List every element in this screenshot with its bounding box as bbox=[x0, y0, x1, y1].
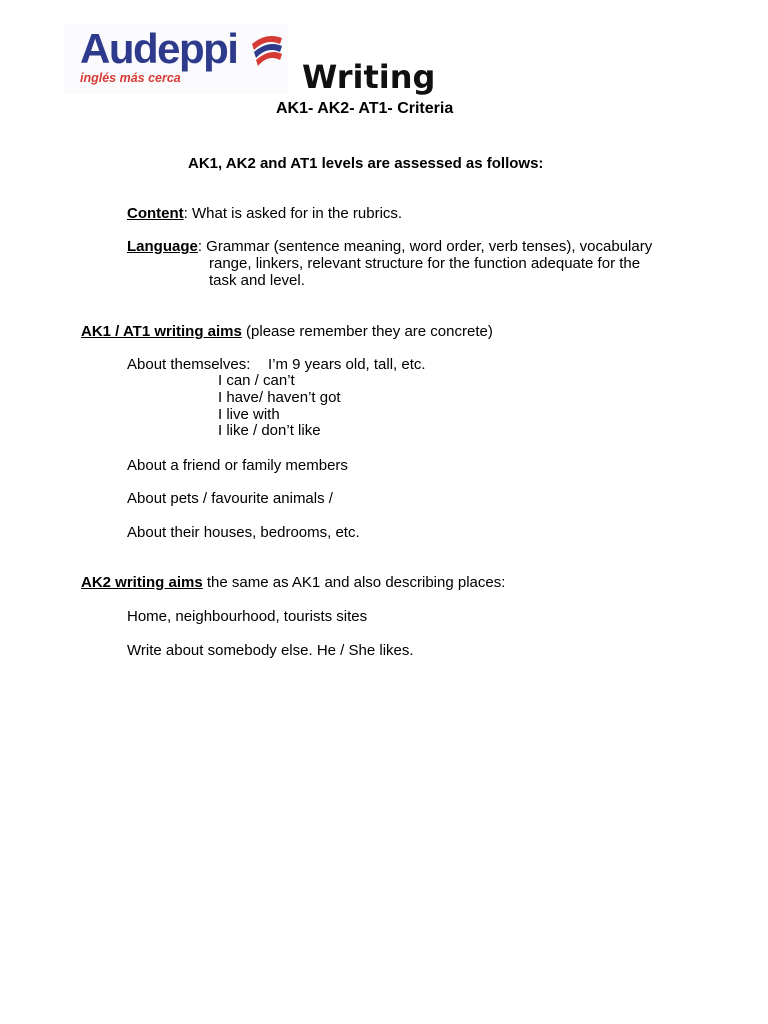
about-pets: About pets / favourite animals / bbox=[127, 490, 333, 507]
themselves-item: I can / can’t bbox=[218, 372, 295, 389]
flag-swoosh-icon bbox=[250, 32, 284, 72]
intro-text: AK1, AK2 and AT1 levels are assessed as follows: bbox=[188, 155, 544, 172]
ak2-heading: AK2 writing aims bbox=[81, 574, 203, 591]
content-criterion bbox=[127, 205, 402, 222]
language-line-2: range, linkers, relevant structure for the function adequate for the bbox=[209, 255, 641, 272]
ak2-note: the same as AK1 and also describing places: bbox=[202, 574, 506, 591]
language-label: Language bbox=[127, 238, 198, 255]
page-subtitle: AK1- AK2- AT1- Criteria bbox=[276, 100, 454, 117]
about-friend: About a friend or family members bbox=[127, 457, 348, 474]
ak1-heading-line bbox=[81, 323, 493, 340]
language-line-1: : Grammar (sentence meaning, word order, verb tenses), vocabulary bbox=[197, 238, 653, 255]
language-criterion bbox=[127, 238, 652, 255]
ak2-heading-line bbox=[81, 574, 505, 591]
content-text: : What is asked for in the rubrics. bbox=[183, 205, 403, 222]
logo-brand: Audeppi bbox=[80, 25, 238, 72]
ak2-places: Home, neighbourhood, tourists sites bbox=[127, 608, 368, 625]
themselves-first: I’m 9 years old, tall, etc. bbox=[268, 356, 426, 373]
content-label: Content bbox=[127, 205, 184, 222]
audeppi-logo bbox=[64, 24, 288, 94]
ak1-heading: AK1 / AT1 writing aims bbox=[81, 323, 242, 340]
themselves-label: About themselves: bbox=[127, 356, 251, 373]
ak2-somebody: Write about somebody else. He / She likes. bbox=[127, 642, 414, 659]
ak1-note: (please remember they are concrete) bbox=[241, 323, 493, 340]
themselves-item: I like / don’t like bbox=[218, 422, 321, 439]
about-houses: About their houses, bedrooms, etc. bbox=[127, 524, 360, 541]
themselves-item: I live with bbox=[218, 406, 280, 423]
logo-tagline: inglés más cerca bbox=[80, 71, 181, 85]
page-title: Writing bbox=[302, 58, 436, 96]
themselves-item: I have/ haven’t got bbox=[218, 389, 341, 406]
language-line-3: task and level. bbox=[209, 272, 305, 289]
